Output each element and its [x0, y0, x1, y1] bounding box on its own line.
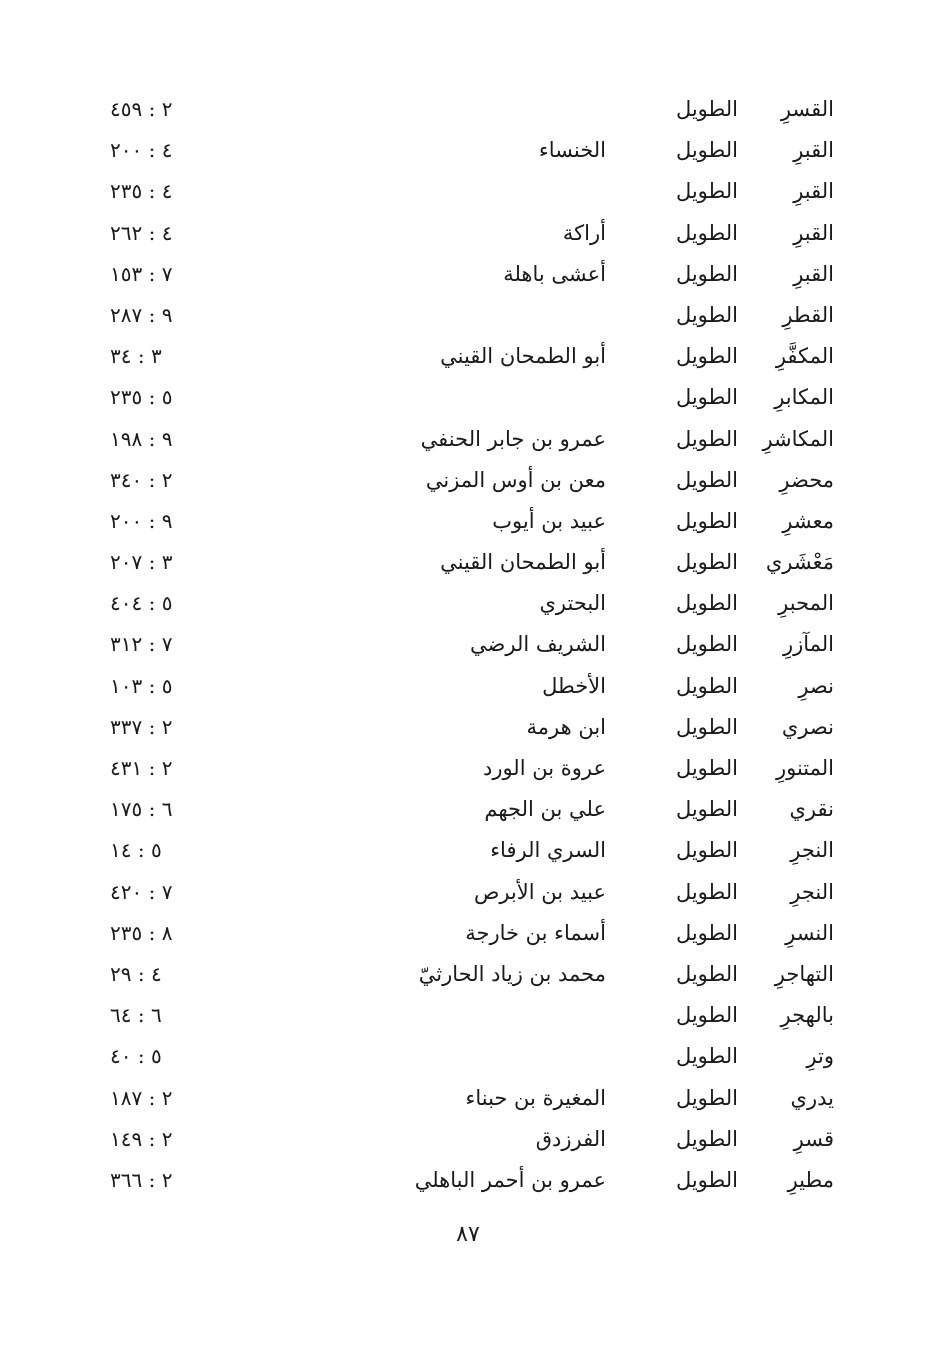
poet-name: معن بن أوس المزني	[425, 467, 606, 492]
index-row	[0, 871, 936, 912]
meter-name: الطويل	[675, 1003, 738, 1028]
poet-name: السري الرفاء	[490, 838, 606, 863]
rhyme-word: محضرِ	[779, 467, 834, 492]
volume-page-reference: ٢ : ١٤٩	[110, 1126, 173, 1151]
volume-page-reference: ٣ : ٣٤	[110, 344, 162, 369]
index-row	[0, 665, 936, 706]
volume-page-reference: ٣ : ٢٠٧	[110, 550, 173, 575]
meter-name: الطويل	[675, 756, 738, 780]
rhyme-word: النجرِ	[790, 838, 834, 863]
index-row	[0, 706, 936, 747]
meter-name: الطويل	[675, 1126, 738, 1151]
rhyme-word: المكابرِ	[774, 385, 834, 410]
meter-name: الطويل	[675, 138, 738, 163]
volume-page-reference: ٢ : ٣٣٧	[110, 714, 173, 739]
index-row	[0, 418, 936, 459]
volume-page-reference: ٢ : ٤٥٩	[110, 97, 173, 121]
poet-name: محمد بن زياد الحارثيّ	[418, 961, 606, 986]
volume-page-reference: ٩ : ٢٨٧	[110, 302, 173, 327]
poet-name: عمرو بن أحمر الباهلي	[414, 1167, 606, 1192]
rhyme-word: قسرِ	[793, 1126, 834, 1151]
index-row	[0, 1077, 936, 1118]
meter-name: الطويل	[675, 797, 738, 822]
volume-page-reference: ٤ : ٢٠٠	[110, 138, 173, 163]
rhyme-word: القبرِ	[793, 261, 834, 286]
index-row	[0, 1035, 936, 1076]
index-row	[0, 129, 936, 170]
index-table	[0, 88, 936, 1200]
poet-name: أبو الطمحان القيني	[440, 344, 606, 369]
rhyme-word: القبرِ	[793, 220, 834, 245]
poet-name: الفرزدق	[535, 1126, 606, 1151]
meter-name: الطويل	[675, 550, 738, 575]
volume-page-reference: ٤ : ٢٣٥	[110, 179, 173, 204]
volume-page-reference: ٥ : ١٠٣	[110, 673, 173, 698]
poet-name: علي بن الجهم	[484, 797, 606, 822]
rhyme-word: مطيرِ	[787, 1167, 834, 1192]
poet-name: المغيرة بن حبناء	[465, 1085, 606, 1110]
rhyme-word: نصري	[781, 714, 834, 739]
meter-name: الطويل	[675, 591, 738, 616]
meter-name: الطويل	[675, 673, 738, 698]
volume-page-reference: ٦ : ١٧٥	[110, 797, 173, 822]
meter-name: الطويل	[675, 467, 738, 492]
volume-page-reference: ٧ : ٣١٢	[110, 632, 173, 657]
index-row	[0, 953, 936, 994]
meter-name: الطويل	[675, 1167, 738, 1192]
poet-name: ابن هرمة	[526, 714, 606, 739]
meter-name: الطويل	[675, 97, 738, 121]
rhyme-word: معشرِ	[782, 508, 834, 533]
index-row	[0, 1159, 936, 1200]
index-row	[0, 829, 936, 870]
volume-page-reference: ٤ : ٢٩	[110, 961, 162, 986]
meter-name: الطويل	[675, 344, 738, 369]
index-row	[0, 294, 936, 335]
index-row	[0, 912, 936, 953]
index-row	[0, 376, 936, 417]
volume-page-reference: ٢ : ٤٣١	[110, 756, 173, 780]
rhyme-word: المكاشرِ	[762, 426, 834, 451]
rhyme-word: النجرِ	[790, 879, 834, 904]
poet-name: الخنساء	[538, 138, 606, 163]
poet-name: الأخطل	[542, 673, 606, 698]
poet-name: عمرو بن جابر الحنفي	[420, 426, 606, 451]
meter-name: الطويل	[675, 179, 738, 204]
index-row	[0, 623, 936, 664]
meter-name: الطويل	[675, 961, 738, 986]
rhyme-word: المحبرِ	[778, 591, 834, 616]
meter-name: الطويل	[675, 385, 738, 410]
index-row	[0, 582, 936, 623]
rhyme-word: المتنورِ	[775, 756, 834, 780]
poet-name: أراكة	[562, 220, 606, 245]
volume-page-reference: ٧ : ٤٢٠	[110, 879, 173, 904]
poet-name: عروة بن الورد	[482, 756, 606, 780]
index-row	[0, 459, 936, 500]
meter-name: الطويل	[675, 426, 738, 451]
rhyme-word: القبرِ	[793, 179, 834, 204]
rhyme-word: بالهجرِ	[780, 1003, 834, 1028]
poet-name: عبيد بن أيوب	[492, 508, 606, 533]
index-row	[0, 335, 936, 376]
rhyme-word: المآزرِ	[782, 632, 834, 657]
rhyme-word: يدري	[790, 1085, 834, 1110]
index-row	[0, 994, 936, 1035]
rhyme-word: مَعْشَري	[765, 550, 834, 575]
page-number: ٨٧	[456, 1222, 480, 1247]
poet-name: عبيد بن الأبرص	[473, 879, 606, 904]
index-row	[0, 500, 936, 541]
rhyme-word: التهاجرِ	[774, 961, 834, 986]
rhyme-word: وترِ	[806, 1044, 834, 1069]
rhyme-word: القطرِ	[782, 302, 834, 327]
rhyme-word: القبرِ	[793, 138, 834, 163]
volume-page-reference: ٢ : ٣٦٦	[110, 1167, 173, 1192]
index-row	[0, 170, 936, 211]
volume-page-reference: ٧ : ١٥٣	[110, 261, 173, 286]
index-row	[0, 541, 936, 582]
volume-page-reference: ٨ : ٢٣٥	[110, 920, 173, 945]
poet-name: البحتري	[539, 591, 606, 616]
index-row	[0, 1118, 936, 1159]
volume-page-reference: ٩ : ١٩٨	[110, 426, 173, 451]
meter-name: الطويل	[675, 302, 738, 327]
rhyme-word: القسرِ	[780, 97, 834, 121]
volume-page-reference: ٩ : ٢٠٠	[110, 508, 173, 533]
index-row	[0, 788, 936, 829]
meter-name: الطويل	[675, 714, 738, 739]
poet-name: أبو الطمحان القيني	[440, 550, 606, 575]
volume-page-reference: ٥ : ٤٠	[110, 1044, 162, 1069]
meter-name: الطويل	[675, 508, 738, 533]
volume-page-reference: ٦ : ٦٤	[110, 1003, 162, 1028]
meter-name: الطويل	[675, 920, 738, 945]
index-row	[0, 253, 936, 294]
meter-name: الطويل	[675, 220, 738, 245]
volume-page-reference: ٤ : ٢٦٢	[110, 220, 173, 245]
index-row	[0, 747, 936, 788]
rhyme-word: نقري	[789, 797, 834, 822]
rhyme-word: المكفَّرِ	[775, 344, 834, 369]
index-row	[0, 88, 936, 129]
poet-name: الشريف الرضي	[470, 632, 606, 657]
index-row	[0, 212, 936, 253]
rhyme-word: نصرِ	[798, 673, 834, 698]
meter-name: الطويل	[675, 838, 738, 863]
poet-name: أعشى باهلة	[503, 261, 606, 286]
volume-page-reference: ٥ : ٤٠٤	[110, 591, 173, 616]
meter-name: الطويل	[675, 261, 738, 286]
meter-name: الطويل	[675, 1044, 738, 1069]
volume-page-reference: ٥ : ١٤	[110, 838, 162, 863]
meter-name: الطويل	[675, 632, 738, 657]
meter-name: الطويل	[675, 1085, 738, 1110]
poet-name: أسماء بن خارجة	[465, 920, 606, 945]
volume-page-reference: ٢ : ٣٤٠	[110, 467, 173, 492]
rhyme-word: النسرِ	[785, 920, 834, 945]
volume-page-reference: ٢ : ١٨٧	[110, 1085, 173, 1110]
volume-page-reference: ٥ : ٢٣٥	[110, 385, 173, 410]
meter-name: الطويل	[675, 879, 738, 904]
